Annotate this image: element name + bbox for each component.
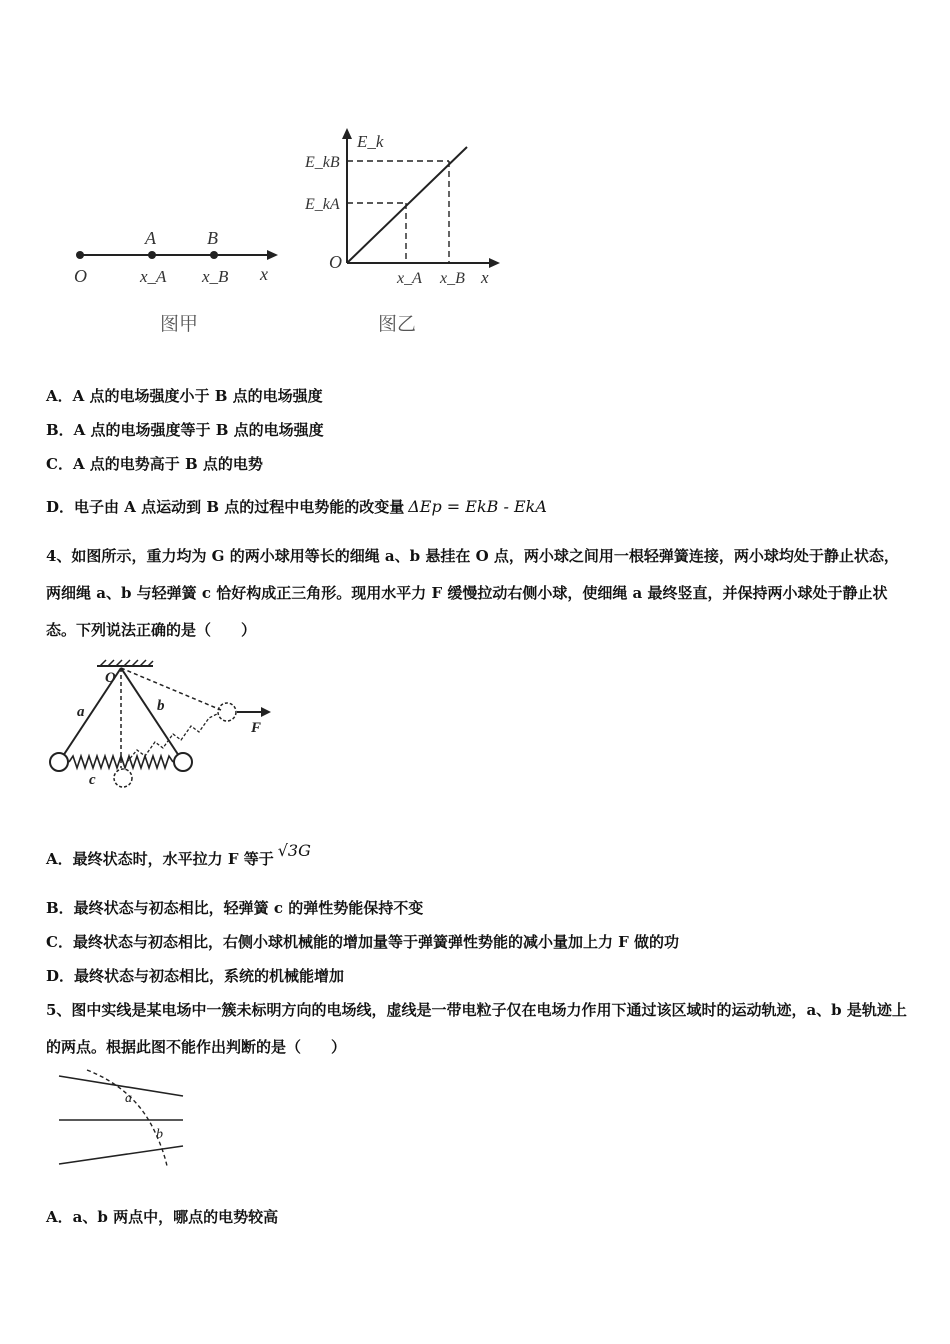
- label-rope-a: a: [77, 704, 85, 720]
- tick-xa: x_A: [140, 267, 167, 286]
- q3-option-d: D．电子由 A 点运动到 B 点的过程中电势能的改变量: [46, 498, 405, 516]
- q4-option-a-row[interactable]: [46, 841, 311, 869]
- x-axis-label-yi: x: [481, 268, 489, 287]
- q3-option-c[interactable]: C．A 点的电势高于 B 点的电势: [46, 455, 263, 473]
- formula-sqrt3g: √3G: [277, 841, 311, 860]
- tick-eka: E_kA: [305, 196, 340, 213]
- formula-delta-ep: ΔEp = EkB - EkA: [408, 497, 547, 516]
- label-o-q4: O: [105, 670, 116, 686]
- force-f-head: [261, 707, 271, 717]
- point-a: [148, 251, 156, 259]
- spring-final: [127, 714, 217, 762]
- field-line-top: [59, 1076, 183, 1096]
- label-a: A: [145, 228, 156, 248]
- trajectory: [87, 1070, 167, 1166]
- axis-x-label: x: [260, 264, 268, 284]
- q5-option-a[interactable]: A．a、b 两点中，哪点的电势较高: [46, 1208, 279, 1226]
- label-rope-b: b: [157, 698, 165, 714]
- label-spring-c: c: [89, 772, 96, 788]
- left-ball-final: [114, 769, 132, 787]
- label-o: O: [74, 266, 87, 286]
- label-b: B: [207, 228, 218, 248]
- label-point-b: b: [156, 1127, 163, 1142]
- q4-option-d[interactable]: D．最终状态与初态相比，系统的机械能增加: [46, 967, 345, 985]
- figure-q4: [45, 658, 285, 803]
- q4-option-a: A．最终状态时，水平拉力 F 等于: [46, 850, 274, 868]
- right-ball: [174, 753, 192, 771]
- q4-option-c[interactable]: C．最终状态与初态相比，右侧小球机械能的增加量等于弹簧弹性势能的减小量加上力 F 做的功: [46, 933, 680, 951]
- figure-q5: [55, 1068, 195, 1173]
- tick-xb-yi: x_B: [440, 270, 465, 287]
- tick-xa-yi: x_A: [397, 270, 422, 287]
- yi-x-arrow: [489, 258, 500, 268]
- tick-ekb: E_kB: [305, 154, 340, 171]
- caption-jia: 图甲: [160, 313, 199, 335]
- q4-stem: 4、如图所示，重力均为 G 的两小球用等长的细绳 a、b 悬挂在 O 点，两小球之间用一根轻弹簧连接，两小球均处于静止状态，两细绳 a、b 与轻弹簧 c 恰好构成正三角形。现用水平力 F 缓慢拉动右侧小球，使细绳 a 最终竖直，并保持两小球处于静止状态。下列说法正确的是（ ）: [46, 547, 899, 639]
- jia-axis-arrow: [267, 250, 278, 260]
- left-ball: [50, 753, 68, 771]
- ek-axis-label: E_k: [357, 132, 384, 151]
- yi-y-arrow: [342, 128, 352, 139]
- rope-b: [121, 668, 183, 762]
- figure-yi: [305, 125, 515, 295]
- label-force-f: F: [251, 720, 262, 736]
- caption-yi: 图乙: [378, 313, 417, 335]
- point-b: [210, 251, 218, 259]
- q4-option-b[interactable]: B．最终状态与初态相比，轻弹簧 c 的弹性势能保持不变: [46, 899, 424, 917]
- field-line-bottom: [59, 1146, 183, 1164]
- right-ball-final: [218, 703, 236, 721]
- label-point-a: a: [125, 1091, 132, 1106]
- q5-stem: 5、图中实线是某电场中一簇未标明方向的电场线，虚线是一带电粒子仅在电场力作用下通过该区域时的运动轨迹，a、b 是轨迹上的两点。根据此图不能作出判断的是（ ）: [46, 1001, 907, 1056]
- q3-option-b[interactable]: B．A 点的电场强度等于 B 点的电场强度: [46, 421, 324, 439]
- point-o: [76, 251, 84, 259]
- tick-xb: x_B: [202, 267, 229, 286]
- q3-option-a[interactable]: A．A 点的电场强度小于 B 点的电场强度: [46, 387, 323, 405]
- origin-label: O: [329, 252, 342, 272]
- q3-option-d-row[interactable]: [46, 496, 547, 517]
- figure-jia: [60, 220, 290, 300]
